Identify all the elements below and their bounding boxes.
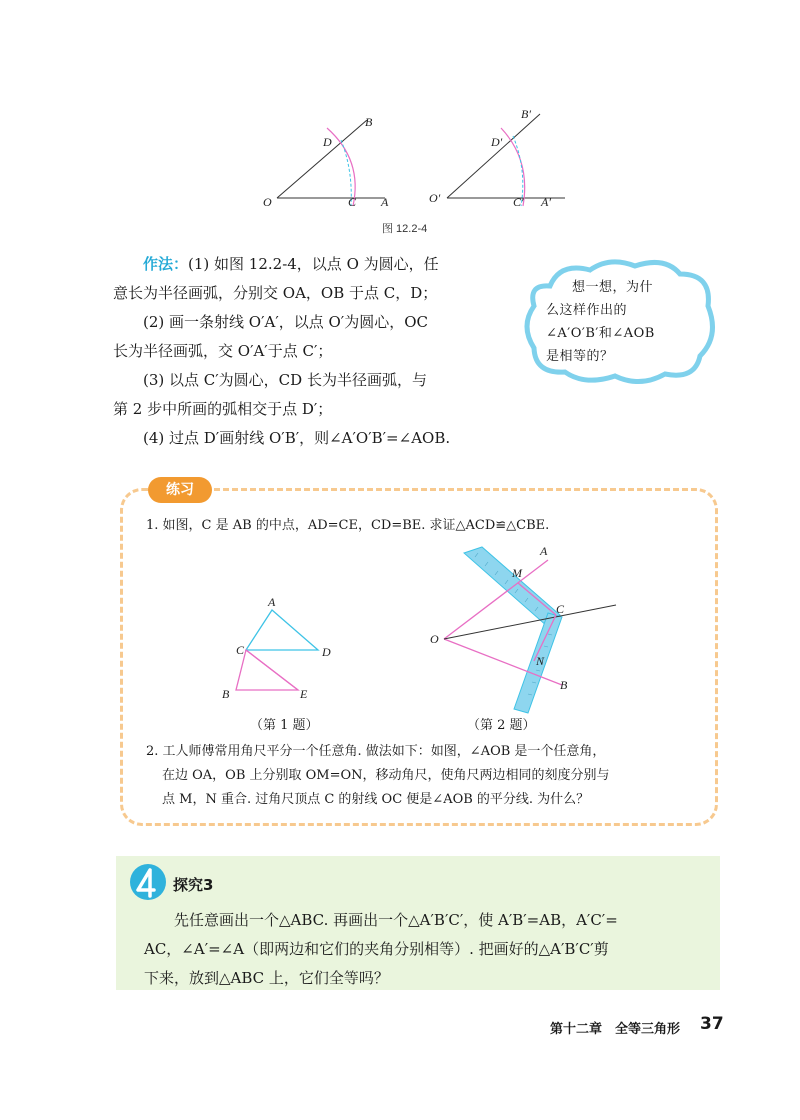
label-A: A — [381, 195, 389, 209]
method-step1-a: (1) 如图 12.2-4，以点 O 为圆心，任 — [188, 255, 439, 273]
method-step1-b: 意长为半径画弧，分别交 OA，OB 于点 C，D； — [113, 284, 438, 302]
method-step2-a: (2) 画一条射线 O′A′，以点 O′为圆心，OC — [143, 313, 428, 331]
label-D: D — [323, 135, 332, 149]
fig2-label-A: A — [540, 545, 548, 558]
thought-line-3: ∠A′O′B′和∠AOB — [546, 326, 655, 341]
construction-method — [113, 250, 513, 453]
page-number: 37 — [700, 1014, 724, 1034]
thought-line-1: 想一想，为什 — [572, 280, 654, 295]
fig1-label-B: B — [222, 687, 230, 701]
explore-line-3: 下来，放到△ABC 上，它们全等吗？ — [144, 969, 389, 987]
explore-text — [144, 906, 710, 993]
fig2-label-C: C — [556, 602, 565, 616]
label-D-prime: D′ — [491, 135, 503, 149]
explore-icon — [128, 862, 168, 902]
method-step4: (4) 过点 D′画射线 O′B′，则∠A′O′B′=∠AOB. — [143, 429, 451, 447]
figure-caption: 图 12.2-4 — [382, 223, 428, 235]
practice-q1: 1. 如图，C 是 AB 的中点，AD=CE，CD=BE. 求证△ACD≌△CBE. — [146, 518, 550, 533]
thought-text — [546, 276, 696, 368]
figure-right-angle — [429, 107, 565, 209]
fig1-label-A: A — [268, 595, 276, 609]
method-step3-b: 第 2 步中所画的弧相交于点 D′； — [113, 400, 333, 418]
practice-figure-2 — [420, 545, 630, 715]
fig2-label-N: N — [536, 654, 545, 668]
practice-q2-line2: 在边 OA，OB 上分别取 OM=ON，移动角尺，使角尺两边相同的刻度分别与 — [162, 768, 610, 783]
method-label: 作法： — [143, 256, 189, 273]
practice-tab: 练习 — [148, 477, 212, 503]
figure-12-2-4 — [255, 100, 585, 215]
label-O: O — [263, 195, 272, 209]
explore-line-2: AC，∠A′=∠A（即两边和它们的夹角分别相等）. 把画好的△A′B′C′剪 — [144, 940, 609, 958]
chapter-title: 第十二章 全等三角形 — [550, 1022, 681, 1037]
label-A-prime: A′ — [541, 195, 551, 209]
label-B-prime: B′ — [521, 107, 531, 121]
thought-line-2: 么这样作出的 — [546, 303, 628, 318]
fig1-label-C: C — [236, 643, 245, 657]
explore-line-1: 先任意画出一个△ABC. 再画出一个△A′B′C′，使 A′B′=AB，A′C′= — [174, 911, 618, 929]
thought-line-4: 是相等的？ — [546, 349, 614, 364]
label-C-prime: C′ — [513, 195, 524, 209]
fig2-label-M: M — [512, 566, 522, 580]
practice-figure-1 — [210, 590, 340, 705]
fig2-caption: （第 2 题） — [467, 718, 536, 733]
label-B: B — [365, 115, 373, 129]
explore-title: 探究3 — [173, 876, 214, 894]
method-step3-a: (3) 以点 C′为圆心，CD 长为半径画弧，与 — [143, 371, 427, 389]
label-O-prime: O′ — [429, 191, 441, 205]
fig2-label-O: O — [430, 632, 439, 646]
fig1-label-D: D — [322, 645, 331, 659]
fig2-label-B: B — [560, 678, 568, 692]
figure-left-angle — [263, 115, 389, 209]
method-step2-b: 长为半径画弧，交 O′A′于点 C′； — [113, 342, 333, 360]
practice-q2-line3: 点 M，N 重合. 过角尺顶点 C 的射线 OC 便是∠AOB 的平分线. 为什么？ — [162, 792, 590, 807]
fig1-label-E: E — [300, 687, 308, 701]
practice-q2-line1: 2. 工人师傅常用角尺平分一个任意角. 做法如下：如图，∠AOB 是一个任意角， — [146, 744, 606, 759]
fig1-caption: （第 1 题） — [250, 718, 319, 733]
label-C: C — [348, 195, 357, 209]
